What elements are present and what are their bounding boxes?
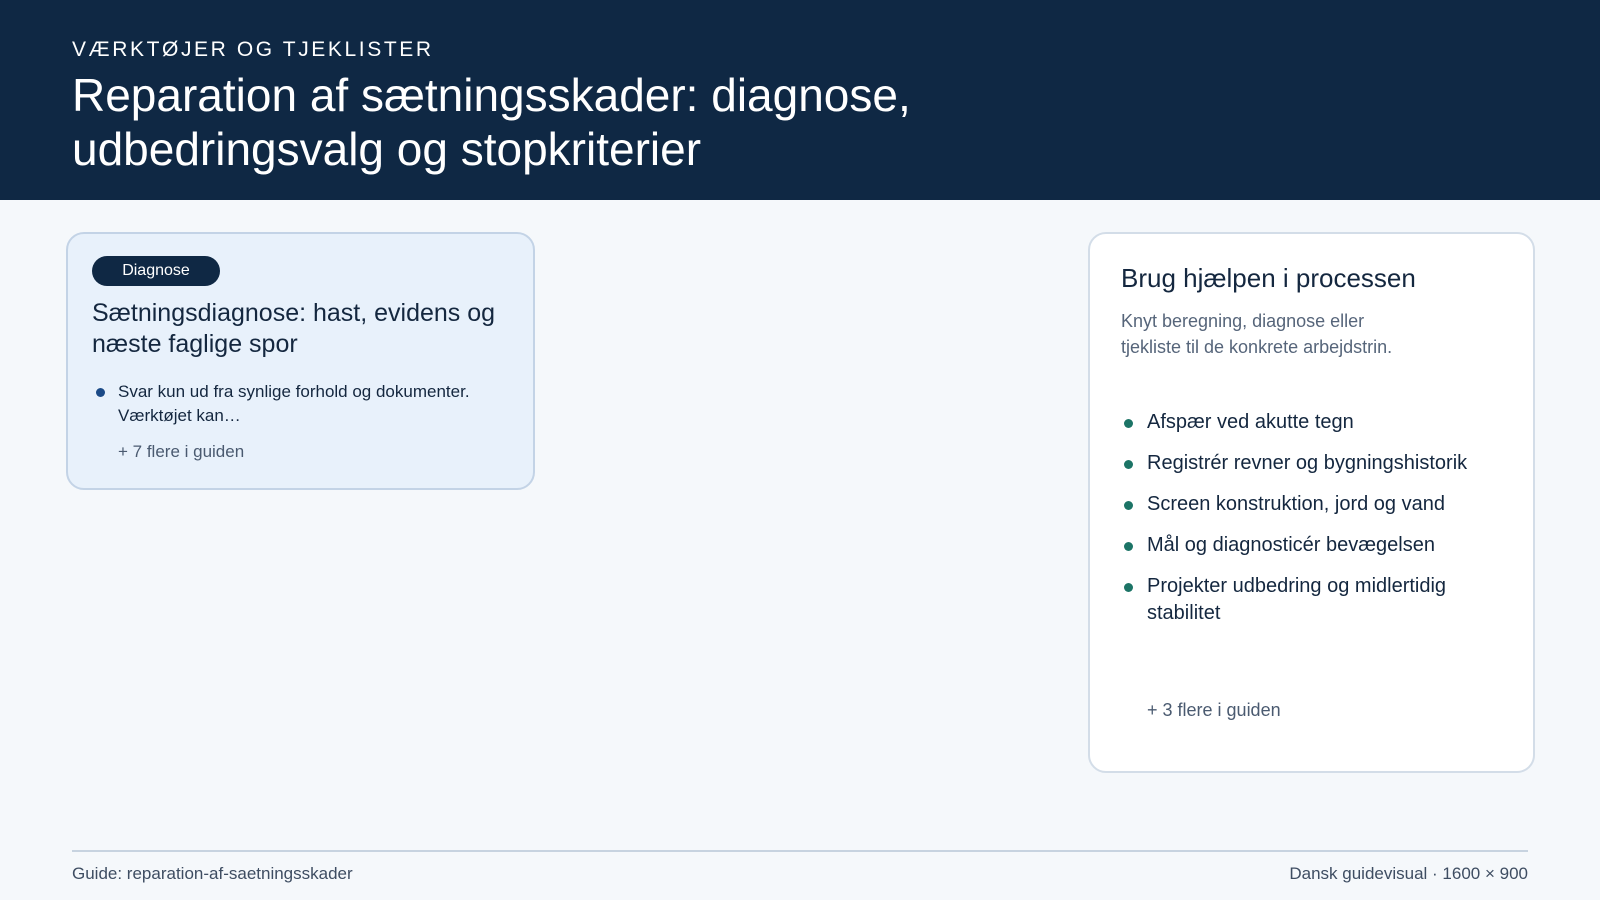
page-title: Reparation af sætningsskader: diagnose, udbedringsvalg og stopkriterier — [72, 69, 911, 175]
eyebrow-label: VÆRKTØJER OG TJEKLISTER — [72, 38, 434, 61]
footer-meta-label: Dansk guidevisual · 1600 × 900 — [1289, 864, 1528, 883]
header-banner — [0, 0, 1600, 200]
diagnosis-list — [92, 380, 512, 428]
bullet-icon — [1124, 419, 1133, 428]
bullet-icon — [1124, 542, 1133, 551]
bullet-icon — [96, 388, 105, 397]
help-card — [1088, 232, 1535, 773]
list-item — [1121, 532, 1511, 559]
list-item-text: Projekter udbedring og midlertidig stabilitet — [1147, 575, 1447, 624]
diagnosis-card-title: Sætningsdiagnose: hast, evidens og næste faglige spor — [92, 299, 496, 358]
help-card-title: Brug hjælpen i processen — [1121, 263, 1416, 293]
help-step-list — [1121, 409, 1511, 641]
footer-guide-label: Guide: reparation-af-saetningsskader — [72, 864, 353, 883]
footer-divider — [72, 850, 1528, 852]
bullet-icon — [1124, 501, 1133, 510]
help-more-link[interactable]: + 3 flere i guiden — [1147, 700, 1281, 720]
help-card-subtitle: Knyt beregning, diagnose eller tjekliste til de konkrete arbejdstrin. — [1121, 311, 1393, 357]
bullet-icon — [1124, 583, 1133, 592]
bullet-icon — [1124, 460, 1133, 469]
list-item-text: Screen konstruktion, jord og vand — [1147, 493, 1445, 515]
list-item — [92, 380, 512, 428]
list-item — [1121, 491, 1511, 518]
list-item-text: Registrér revner og bygningshistorik — [1147, 452, 1468, 474]
list-item-text: Afspær ved akutte tegn — [1147, 411, 1354, 433]
list-item-text: Mål og diagnosticér bevægelsen — [1147, 534, 1435, 556]
list-item — [1121, 450, 1511, 477]
diagnosis-card — [66, 232, 535, 490]
list-item — [1121, 409, 1511, 436]
diagnosis-more-link[interactable]: + 7 flere i guiden — [118, 442, 245, 461]
list-item — [1121, 573, 1511, 627]
diagnosis-badge: Diagnose — [92, 256, 220, 286]
list-item-text: Svar kun ud fra synlige forhold og dokumenter. Værktøjet kan… — [118, 382, 470, 425]
